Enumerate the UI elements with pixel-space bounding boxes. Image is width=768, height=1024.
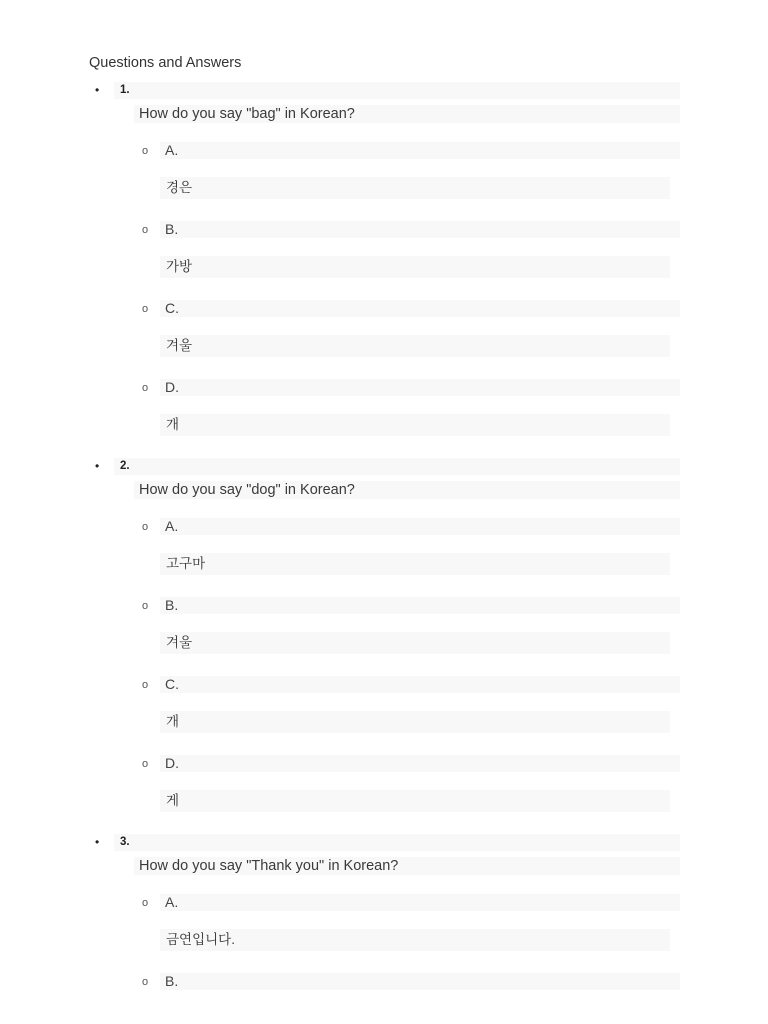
- option-answer: 개: [166, 714, 180, 729]
- option-letter-row: [142, 221, 680, 238]
- option-list: [0, 894, 768, 990]
- option-answer-row: [160, 632, 670, 654]
- option-letter-row: [142, 300, 680, 317]
- circle-bullet-icon: o: [142, 145, 149, 157]
- option-letter: B.: [165, 597, 179, 613]
- question-text-row: [134, 481, 680, 499]
- option-answer-row: [160, 553, 670, 575]
- circle-bullet-icon: o: [142, 897, 149, 909]
- option-answer: 가방: [166, 259, 193, 274]
- question-text: How do you say "bag" in Korean?: [139, 106, 355, 122]
- option-answer: 금연입니다.: [166, 932, 235, 947]
- option-item: [0, 379, 768, 436]
- option-answer-row: [160, 711, 670, 733]
- option-letter: B.: [165, 221, 179, 237]
- option-item: [0, 221, 768, 278]
- option-item: [0, 518, 768, 575]
- question-list: [0, 82, 768, 1012]
- question-number-row: [95, 82, 680, 99]
- option-letter: A.: [165, 894, 179, 910]
- bullet-icon: •: [95, 835, 100, 849]
- option-letter-row: [142, 518, 680, 535]
- option-letter-row: [142, 597, 680, 614]
- question-item: [0, 458, 768, 812]
- question-text-row: [134, 105, 680, 123]
- option-answer-row: [160, 790, 670, 812]
- option-answer-row: [160, 177, 670, 199]
- question-number-row: [95, 458, 680, 475]
- option-answer-row: [160, 256, 670, 278]
- circle-bullet-icon: o: [142, 600, 149, 612]
- option-letter: A.: [165, 518, 179, 534]
- option-answer: 경은: [166, 180, 193, 195]
- option-letter-row: [142, 755, 680, 772]
- circle-bullet-icon: o: [142, 679, 149, 691]
- option-letter: A.: [165, 142, 179, 158]
- option-letter-row: [142, 973, 680, 990]
- option-item: [0, 676, 768, 733]
- option-item: [0, 597, 768, 654]
- circle-bullet-icon: o: [142, 303, 149, 315]
- bullet-icon: •: [95, 459, 100, 473]
- option-letter: B.: [165, 973, 179, 989]
- option-letter: D.: [165, 755, 179, 771]
- question-number: 2.: [120, 460, 130, 472]
- bullet-icon: •: [95, 83, 100, 97]
- option-letter: D.: [165, 379, 179, 395]
- option-letter-row: [142, 379, 680, 396]
- option-letter-row: [142, 142, 680, 159]
- option-letter-row: [142, 894, 680, 911]
- option-answer: 고구마: [166, 556, 206, 571]
- circle-bullet-icon: o: [142, 521, 149, 533]
- option-answer-row: [160, 929, 670, 951]
- option-item: [0, 142, 768, 199]
- option-item: [0, 973, 768, 990]
- option-answer-row: [160, 335, 670, 357]
- option-item: [0, 894, 768, 951]
- option-list: [0, 142, 768, 436]
- option-item: [0, 300, 768, 357]
- option-letter: C.: [165, 300, 179, 316]
- option-answer: 겨울: [166, 338, 193, 353]
- circle-bullet-icon: o: [142, 758, 149, 770]
- question-number-row: [95, 834, 680, 851]
- question-text: How do you say "Thank you" in Korean?: [139, 858, 399, 874]
- question-item: [0, 82, 768, 436]
- question-item: [0, 834, 768, 990]
- option-letter: C.: [165, 676, 179, 692]
- option-answer: 게: [166, 793, 180, 808]
- question-text: How do you say "dog" in Korean?: [139, 482, 355, 498]
- option-list: [0, 518, 768, 812]
- question-text-row: [134, 857, 680, 875]
- question-number: 1.: [120, 84, 130, 96]
- option-letter-row: [142, 676, 680, 693]
- page-title: Questions and Answers: [89, 55, 242, 71]
- circle-bullet-icon: o: [142, 224, 149, 236]
- option-answer-row: [160, 414, 670, 436]
- circle-bullet-icon: o: [142, 382, 149, 394]
- question-number: 3.: [120, 836, 130, 848]
- option-answer: 겨울: [166, 635, 193, 650]
- option-answer: 개: [166, 417, 180, 432]
- circle-bullet-icon: o: [142, 976, 149, 988]
- option-item: [0, 755, 768, 812]
